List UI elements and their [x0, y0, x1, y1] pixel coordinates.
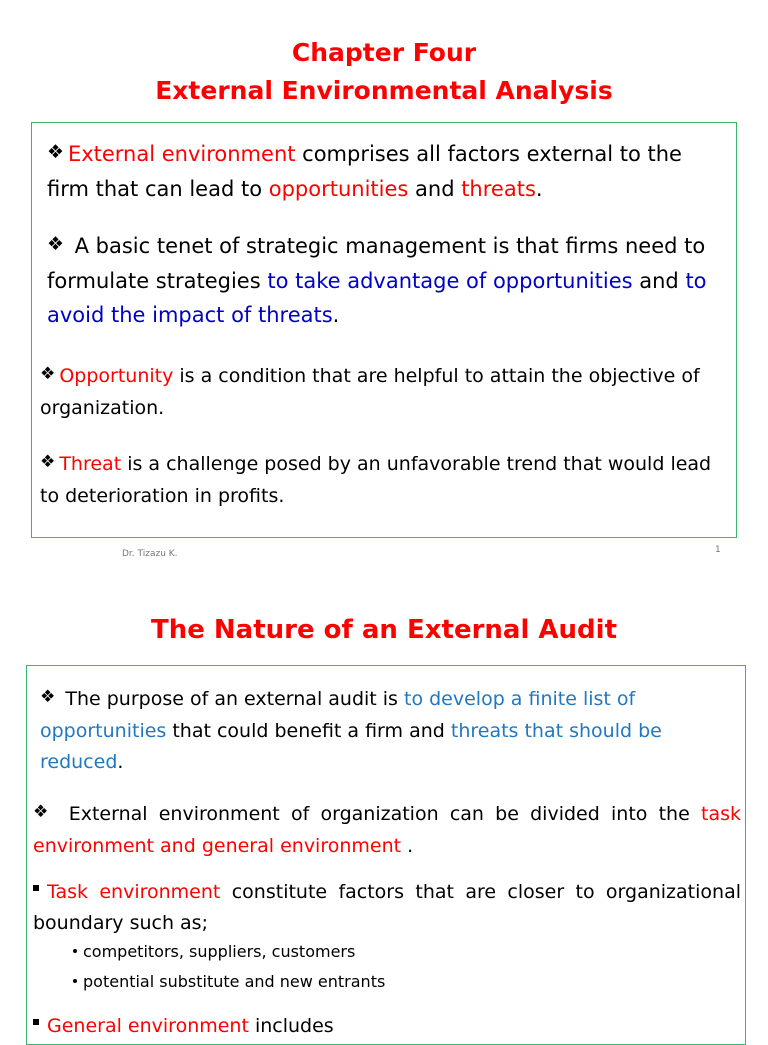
slide-1-paragraph-tenet: ❖ A basic tenet of strategic management is that firms need to formulate strategies to take advantage of opportunities and to avoid the impact of threats. — [47, 233, 707, 327]
slide-2-paragraph-general-environment: General environment includes — [33, 1011, 741, 1042]
dot-bullet-icon — [73, 949, 77, 953]
sub-bullet-substitutes: potential substitute and new entrants — [73, 972, 385, 992]
slide-1-content-box — [31, 122, 737, 538]
diamond-bullet-icon: ❖ — [40, 364, 56, 384]
slide-1-paragraph-threat: ❖ Threat is a challenge posed by an unfavorable trend that would lead to deterioration in profits. — [40, 452, 712, 507]
slide-2-content-box — [26, 665, 746, 1045]
dot-bullet-icon — [73, 979, 77, 983]
slide-1-title-line-2: External Environmental Analysis — [155, 76, 613, 105]
slide-2-paragraph-divided: ❖ External environment of organization can be divided into the task environment and general environment . — [33, 802, 742, 857]
page-number: 1 — [715, 545, 721, 555]
diamond-bullet-icon: ❖ — [40, 687, 56, 707]
slide-2-paragraph-task-environment: Task environment constitute factors that are closer to organizational boundary such as; — [33, 881, 741, 934]
slide-1-paragraph-external-environment: ❖ External environment comprises all factors external to the firm that can lead to opportunities and threats. — [47, 141, 682, 201]
diamond-bullet-icon: ❖ — [33, 802, 54, 822]
square-bullet-icon — [33, 885, 39, 891]
slide-1-paragraph-opportunity: ❖ Opportunity is a condition that are helpful to attain the objective of organization. — [40, 364, 700, 419]
sub-bullet-competitors: competitors, suppliers, customers — [73, 942, 355, 962]
slide-1-title-line-1: Chapter Four — [291, 38, 477, 67]
slide-2-title: The Nature of an External Audit — [150, 615, 618, 645]
diamond-bullet-icon: ❖ — [47, 233, 64, 255]
footer-author: Dr. Tizazu K. — [122, 549, 178, 559]
slide-2-paragraph-purpose: ❖ The purpose of an external audit is to develop a finite list of opportunities that could benefit a firm and threats that should be reduced. — [40, 687, 662, 773]
diamond-bullet-icon: ❖ — [40, 452, 56, 472]
square-bullet-icon — [33, 1019, 39, 1025]
diamond-bullet-icon: ❖ — [47, 141, 64, 163]
